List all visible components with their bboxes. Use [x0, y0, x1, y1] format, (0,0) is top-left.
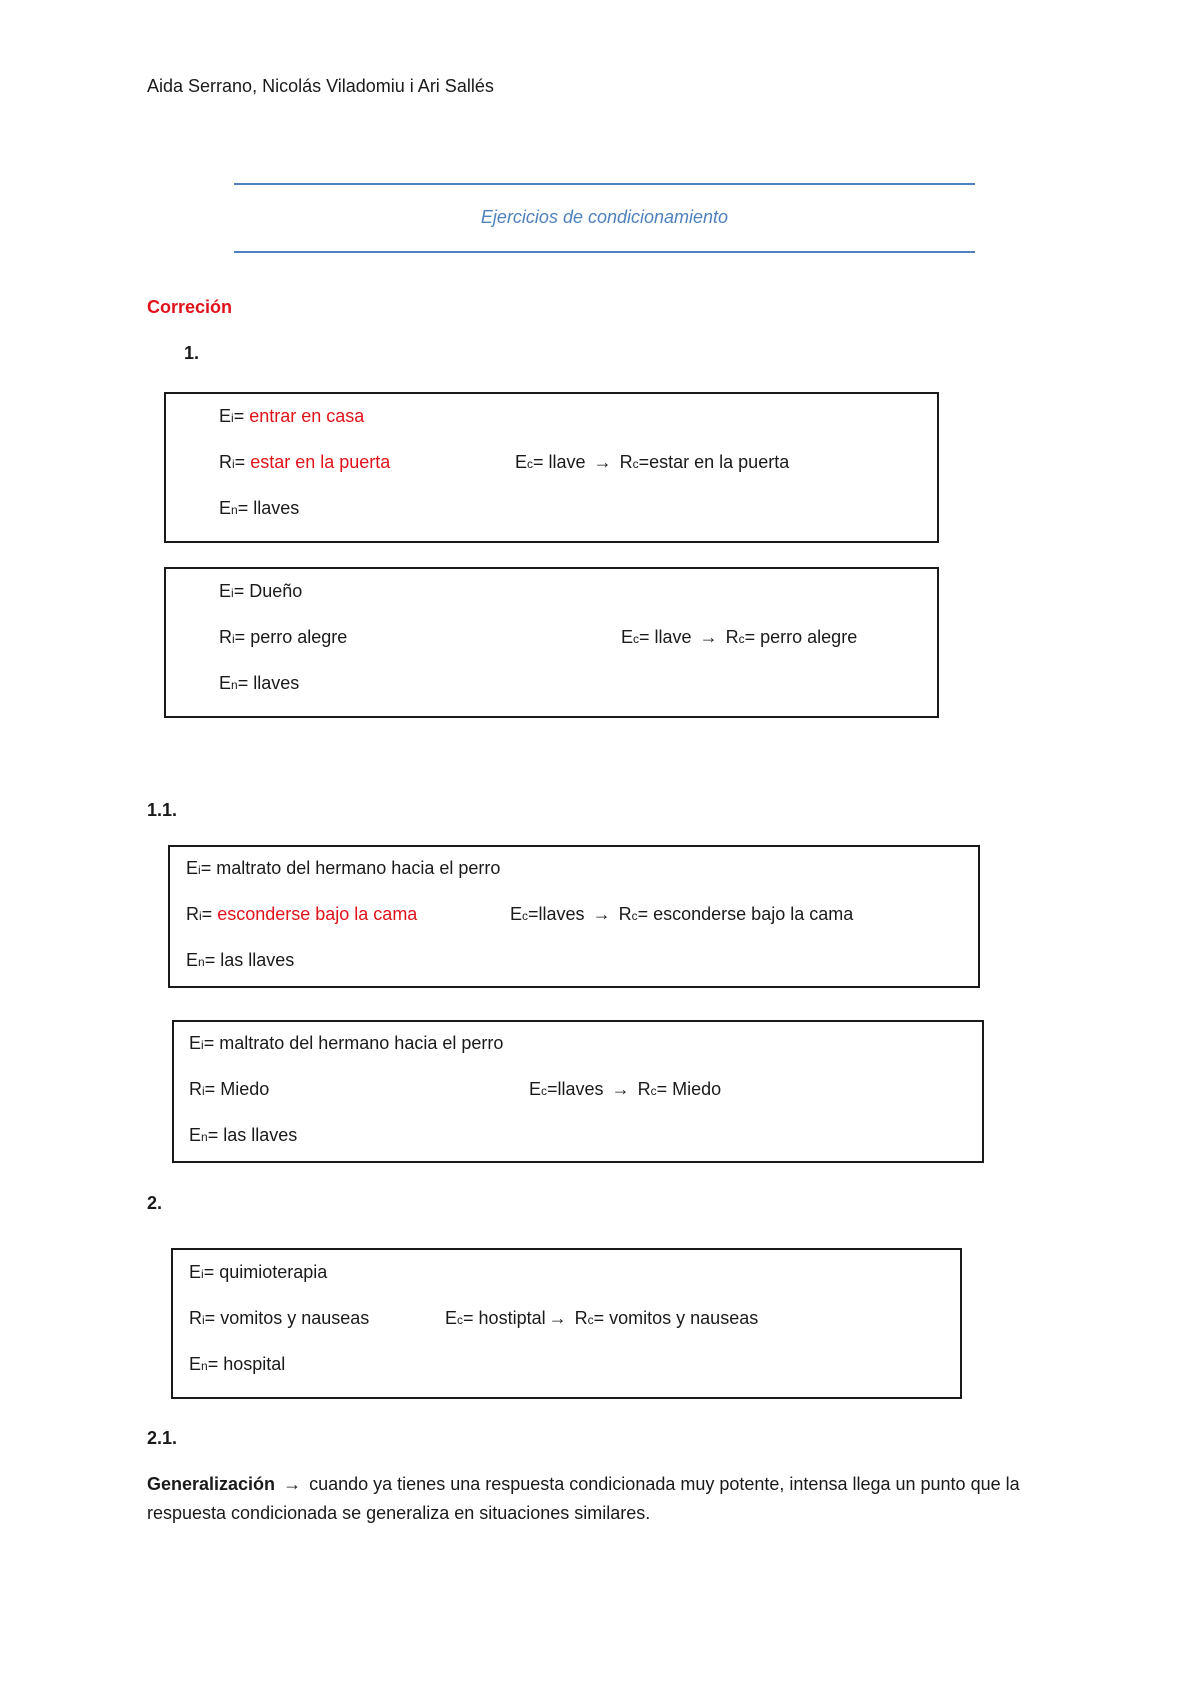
ec-value: llaves — [538, 904, 585, 924]
section-heading: Correción — [147, 297, 233, 317]
ei-value: Dueño — [249, 581, 303, 601]
en-line: En= hospital — [189, 1354, 286, 1374]
en-line: En= las llaves — [189, 1125, 298, 1145]
ec-value: llave — [548, 452, 586, 472]
arrow-icon: → — [593, 452, 612, 472]
conditioning-box-2 — [164, 567, 939, 718]
rc-value: perro alegre — [760, 627, 858, 647]
ei-line: Ei= maltrato del hermano hacia el perro — [186, 858, 501, 878]
en-value: las llaves — [223, 1125, 298, 1145]
ec-value: llaves — [557, 1079, 604, 1099]
ei-line: Ei= maltrato del hermano hacia el perro — [189, 1033, 504, 1053]
generalization-paragraph — [147, 1470, 1067, 1528]
ri-line: Ri= esconderse bajo la cama — [186, 904, 418, 924]
item-number-2: 2. — [147, 1193, 163, 1213]
ei-value: maltrato del hermano hacia el perro — [219, 1033, 504, 1053]
authors-line: Aida Serrano, Nicolás Viladomiu i Ari Sallés — [147, 76, 494, 96]
en-line: En= llaves — [219, 673, 300, 693]
conditioning-box-5 — [171, 1248, 962, 1399]
generalization-text: cuando ya tienes una respuesta condicionada muy potente, intensa llega un punto que la respuesta condicionada se generaliza en situaciones similares. — [147, 1474, 1020, 1523]
conditioned-line: Ec= llave → Rc= perro alegre — [621, 627, 858, 647]
ri-line: Ri= vomitos y nauseas — [189, 1308, 370, 1328]
ei-value: quimioterapia — [219, 1262, 328, 1282]
generalization-term: Generalización — [147, 1474, 276, 1494]
ec-value: hostiptal — [478, 1308, 546, 1328]
ri-line: Ri= estar en la puerta — [219, 452, 391, 472]
en-value: las llaves — [220, 950, 295, 970]
item-number-1-1: 1.1. — [147, 800, 178, 820]
ec-value: llave — [654, 627, 692, 647]
conditioning-box-4 — [172, 1020, 984, 1163]
ri-value: vomitos y nauseas — [220, 1308, 370, 1328]
conditioned-line: Ec= hostiptal → Rc= vomitos y nauseas — [445, 1308, 759, 1328]
arrow-icon: → — [548, 1308, 567, 1328]
ri-value: esconderse bajo la cama — [217, 904, 418, 924]
conditioning-box-3 — [168, 845, 980, 988]
title-rule-top — [234, 183, 975, 185]
en-value: llaves — [253, 673, 300, 693]
ei-line: Ei= quimioterapia — [189, 1262, 328, 1282]
conditioned-line: Ec=llaves → Rc= esconderse bajo la cama — [510, 904, 854, 924]
arrow-icon: → — [592, 904, 611, 924]
conditioning-box-1 — [164, 392, 939, 543]
en-line: En= las llaves — [186, 950, 295, 970]
ri-line: Ri= perro alegre — [219, 627, 348, 647]
item-number-1: 1. — [184, 343, 200, 363]
ri-value: perro alegre — [250, 627, 348, 647]
conditioned-line: Ec=llaves → Rc= Miedo — [529, 1079, 722, 1099]
ri-line: Ri= Miedo — [189, 1079, 270, 1099]
ri-value: estar en la puerta — [250, 452, 391, 472]
ei-line: Ei= entrar en casa — [219, 406, 365, 426]
ei-line: Ei= Dueño — [219, 581, 303, 601]
rc-value: vomitos y nauseas — [609, 1308, 759, 1328]
en-value: llaves — [253, 498, 300, 518]
ei-value: entrar en casa — [249, 406, 365, 426]
rc-value: estar en la puerta — [649, 452, 790, 472]
title-rule-bottom — [234, 251, 975, 253]
arrow-icon: → — [699, 627, 718, 647]
en-value: hospital — [223, 1354, 286, 1374]
arrow-icon: → — [611, 1079, 630, 1099]
ei-value: maltrato del hermano hacia el perro — [216, 858, 501, 878]
document-title: Ejercicios de condicionamiento — [480, 207, 729, 227]
ri-value: Miedo — [220, 1079, 270, 1099]
arrow-icon: → — [283, 1474, 302, 1494]
rc-value: esconderse bajo la cama — [653, 904, 854, 924]
en-line: En= llaves — [219, 498, 300, 518]
rc-value: Miedo — [672, 1079, 722, 1099]
item-number-2-1: 2.1. — [147, 1428, 178, 1448]
conditioned-line: Ec= llave → Rc=estar en la puerta — [515, 452, 790, 472]
